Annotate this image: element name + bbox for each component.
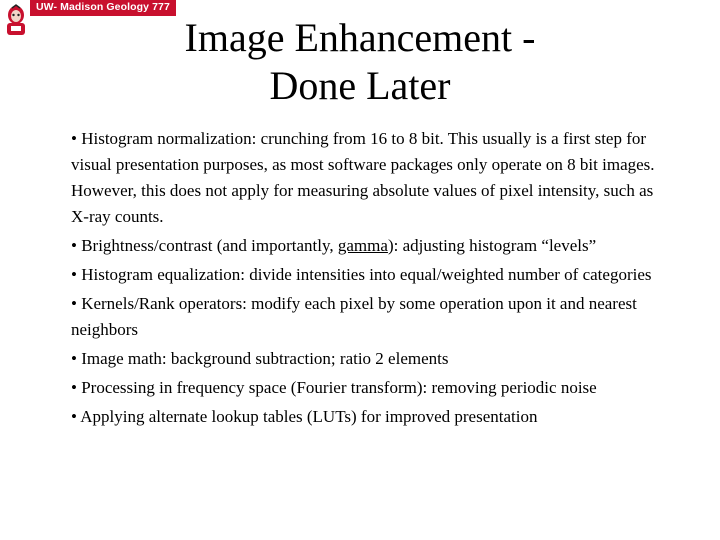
bullet-text: Kernels/Rank operators: modify each pixel by some operation upon it and nearest neighbors (71, 294, 637, 339)
bullet-marker: • (71, 349, 82, 368)
bullet-marker: • (71, 236, 82, 255)
title-line-2: Done Later (269, 63, 451, 108)
logo-text: UW- Madison Geology 777 (36, 1, 170, 13)
bullet-item (71, 404, 661, 430)
bullet-marker: • (71, 265, 82, 284)
bullet-text: Applying alternate lookup tables (LUTs) for improved presentation (80, 407, 538, 426)
bullet-item (71, 346, 661, 372)
bullet-marker: • (71, 129, 82, 148)
bullet-text: ): adjusting histogram “levels” (387, 236, 597, 255)
gamma-underlined-text: gamma (337, 236, 388, 255)
bullet-item (71, 375, 661, 401)
bullet-item (71, 291, 661, 343)
bullet-marker: • (71, 378, 82, 397)
slide-title (140, 14, 580, 110)
bullet-marker: • (71, 407, 81, 426)
bullet-text: Histogram equalization: divide intensities into equal/weighted number of categories (81, 265, 652, 284)
bullet-item (71, 126, 661, 230)
title-line-1: Image Enhancement - (184, 15, 536, 60)
bullet-marker: • (71, 294, 82, 313)
bullet-item (71, 233, 661, 259)
bullet-item (71, 262, 661, 288)
badger-mascot-icon (2, 3, 30, 38)
bullet-list (71, 126, 661, 433)
bullet-text: Brightness/contrast (and importantly, (81, 236, 338, 255)
bullet-text: Image math: background subtraction; ratio 2 elements (81, 349, 449, 368)
bullet-text: Processing in frequency space (Fourier transform): removing periodic noise (81, 378, 597, 397)
bullet-text: Histogram normalization: crunching from 16 to 8 bit. This usually is a first step for visual presentation purposes, as most software packages only operate on 8 bit images. However, this does not apply for measuring absolute values of pixel intensity, such as X-ray counts. (71, 129, 655, 226)
